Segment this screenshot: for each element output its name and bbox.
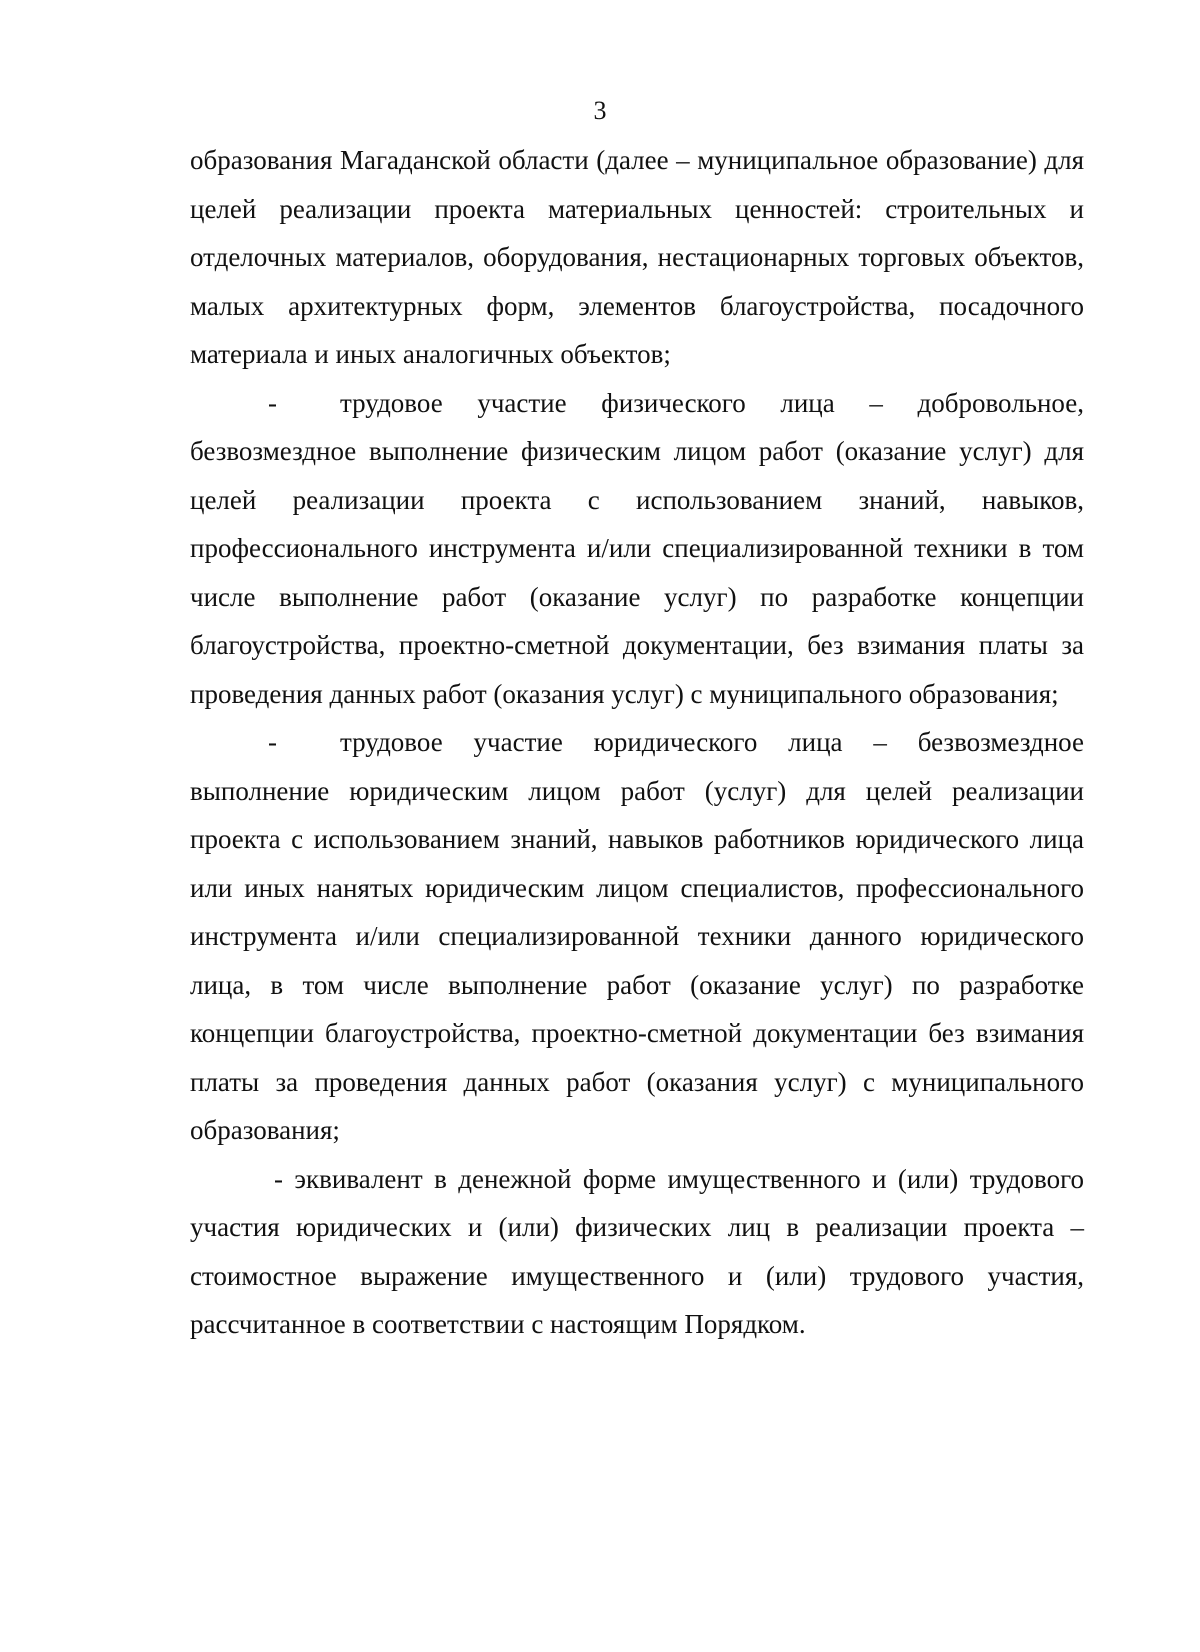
page-number: 3 xyxy=(593,96,607,125)
list-dash: - xyxy=(268,727,277,757)
list-item-text: трудовое участие юридического лица – безвозмездное выполнение юридическим лицом работ (услуг) для целей реализации проекта с использованием знаний, навыков работников юридического лица или иных нанятых юридическим лицом специалистов, профессионального инструмента и/или специализированной техники данного юридического лица, в том числе выполнение работ (оказание услуг) по разработке концепции благоустройства, проектно-сметной документации без взимания платы за проведения данных работ (оказания услуг) с муниципального образования; xyxy=(190,727,1084,1145)
paragraph-continuation: образования Магаданской области (далее – муниципальное образование) для целей реализации проекта материальных ценностей: строительных и отделочных материалов, оборудования, нестационарных торговых объектов, малых архитектурных форм, элементов благоустройства, посадочного материала и иных аналогичных объектов; xyxy=(190,145,1084,369)
document-body xyxy=(190,136,1084,1349)
list-item-individual-labor xyxy=(190,379,1084,719)
list-item-legal-entity-labor xyxy=(190,718,1084,1155)
list-item-monetary-equivalent: - эквивалент в денежной форме имущественного и (или) трудового участия юридических и (или) физических лиц в реализации проекта – стоимостное выражение имущественного и (или) трудового участия, рассчитанное в соответствии с настоящим Порядком. xyxy=(190,1163,1084,1339)
list-dash: - xyxy=(268,387,277,418)
list-item-text: трудовое участие физического лица – добровольное, безвозмездное выполнение физическим лицом работ (оказание услуг) для целей реализации проекта с использованием знаний, навыков, профессионального инструмента и/или специализированной техники в том числе выполнение работ (оказание услуг) по разработке концепции благоустройства, проектно-сметной документации, без взимания платы за проведения данных работ (оказания услуг) с муниципального образования; xyxy=(190,387,1084,709)
